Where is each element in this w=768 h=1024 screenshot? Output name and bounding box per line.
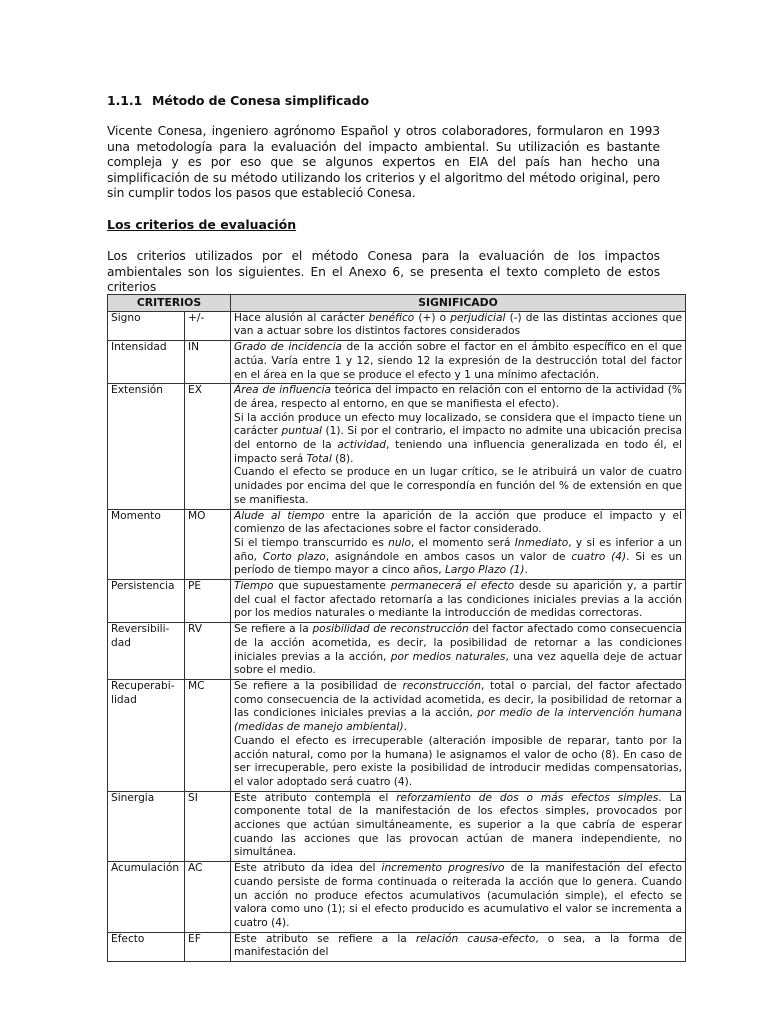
criterion-description: [231, 580, 686, 623]
criterion-name: Signo: [108, 311, 185, 340]
table-row: [108, 509, 686, 580]
criterion-description: [231, 862, 686, 933]
table-row: [108, 384, 686, 509]
criteria-subheading: Los criterios de evaluación: [107, 217, 297, 232]
description-paragraph: Alude al tiempo entre la aparición de la acción que produce el impacto y el comienzo de las afectaciones sobre el factor considerado.: [234, 509, 682, 536]
description-paragraph: Se refiere a la posibilidad de reconstrucción, total o parcial, del factor afectado como consecuencia de la actividad acometida, es decir, la posibilidad de retornar a las condiciones iniciales previas a la acción, por medio de la intervención humana (medidas de manejo ambiental).: [234, 679, 682, 734]
criterion-code: SI: [185, 791, 231, 862]
section-heading: [107, 93, 369, 108]
description-paragraph: Hace alusión al carácter benéfico (+) o perjudicial (-) de las distintas acciones que van a actuar sobre los distintos factores considerados: [234, 311, 682, 338]
criterion-code: IN: [185, 341, 231, 384]
criterion-code: MO: [185, 509, 231, 580]
description-paragraph: Tiempo que supuestamente permanecerá el efecto desde su aparición y, a partir del cual el factor afectado retornaría a las condiciones iniciales previas a la acción por los medios naturales o mediante la introducción de medidas correctoras.: [234, 580, 682, 620]
criterion-code: +/-: [185, 311, 231, 340]
description-paragraph: Este atributo se refiere a la relación causa-efecto, o sea, a la forma de manifestación del: [234, 932, 682, 959]
criterion-description: [231, 623, 686, 680]
criterion-name: Acumulación: [108, 862, 185, 933]
table-header-row: [108, 295, 686, 312]
criteria-table: [107, 294, 686, 962]
criterion-name: Extensión: [108, 384, 185, 509]
criterion-code: AC: [185, 862, 231, 933]
criterion-description: [231, 341, 686, 384]
criterion-name: Reversibili-dad: [108, 623, 185, 680]
criteria-intro-paragraph: Los criterios utilizados por el método Conesa para la evaluación de los impactos ambientales son los siguientes. En el Anexo 6, se presenta el texto completo de estos criterios: [107, 249, 660, 295]
table-row: [108, 580, 686, 623]
criterion-description: [231, 791, 686, 862]
description-paragraph: Este atributo da idea del incremento progresivo de la manifestación del efecto cuando persiste de forma continuada o reiterada la acción que lo genera. Cuando un acción no produce efectos acumulativos (acumulación simple), el efecto se valora como uno (1); si el efecto producido es acumulativo el valor se incrementa a cuatro (4).: [234, 862, 682, 929]
header-significado: SIGNIFICADO: [231, 295, 686, 312]
table-row: [108, 791, 686, 862]
section-title: Método de Conesa simplificado: [152, 93, 369, 108]
criterion-name: Efecto: [108, 932, 185, 961]
criterion-name: Sinergia: [108, 791, 185, 862]
description-paragraph: Si la acción produce un efecto muy localizado, se considera que el impacto tiene un carácter puntual (1). Si por el contrario, el impacto no admite una ubicación precisa del entorno de la actividad, teniendo una influencia generalizada en todo él, el impacto será Total (8).: [234, 411, 682, 465]
table-row: [108, 679, 686, 791]
description-paragraph: Este atributo contempla el reforzamiento de dos o más efectos simples. La componente total de la manifestación de los efectos simples, provocados por acciones que actúan simultáneamente, es superior a la que cabría de esperar cuando las acciones que las provocan actúan de manera independiente, no simultánea.: [234, 791, 682, 859]
header-criterios: CRITERIOS: [108, 295, 231, 312]
table-row: [108, 341, 686, 384]
intro-paragraph: Vicente Conesa, ingeniero agrónomo Español y otros colaboradores, formularon en 1993 una metodología para la evaluación del impacto ambiental. Su utilización es bastante compleja y es por eso que se algunos expertos en EIA del país han hecho una simplificación de su método utilizando los criterios y el algoritmo del método original, pero sin cumplir todos los pasos que estableció Conesa.: [107, 124, 660, 201]
criterion-description: [231, 509, 686, 580]
criterion-code: RV: [185, 623, 231, 680]
table-row: [108, 311, 686, 340]
criterion-description: [231, 311, 686, 340]
section-number: 1.1.1: [107, 93, 143, 108]
description-paragraph: Se refiere a la posibilidad de reconstrucción del factor afectado como consecuencia de la acción acometida, es decir, la posibilidad de retornar a las condiciones iniciales previas a la acción, por medios naturales, una vez aquella deje de actuar sobre el medio.: [234, 623, 682, 677]
criterion-name: Intensidad: [108, 341, 185, 384]
description-paragraph: Área de influencia teórica del impacto en relación con el entorno de la actividad (% de área, respecto al entorno, en que se manifiesta el efecto).: [234, 384, 683, 410]
criterion-code: EX: [185, 384, 231, 509]
criterion-code: PE: [185, 580, 231, 623]
criteria-table-body: [108, 311, 686, 961]
criterion-name: Momento: [108, 509, 185, 580]
table-row: [108, 623, 686, 680]
criterion-code: MC: [185, 679, 231, 791]
table-row: [108, 932, 686, 961]
criterion-code: EF: [185, 932, 231, 961]
description-paragraph: Si el tiempo transcurrido es nulo, el momento será Inmediato, y si es inferior a un año, Corto plazo, asignándole en ambos casos un valor de cuatro (4). Si es un período de tiempo mayor a cinco años, Largo Plazo (1).: [234, 536, 682, 577]
description-paragraph: Cuando el efecto es irrecuperable (alteración imposible de reparar, tanto por la acción natural, como por la humana) le asignamos el valor de ocho (8). En caso de ser irrecuperable, pero existe la posibilidad de introducir medidas compensatorias, el valor adoptado será cuatro (4).: [234, 734, 682, 788]
description-paragraph: Grado de incidencia de la acción sobre el factor en el ámbito específico en el que actúa. Varía entre 1 y 12, siendo 12 la expresión de la destrucción total del factor en el área en la que se produce el efecto y 1 una mínimo afectación.: [234, 341, 682, 381]
table-row: [108, 862, 686, 933]
description-paragraph: Cuando el efecto se produce en un lugar crítico, se le atribuirá un valor de cuatro unidades por encima del que le correspondía en función del % de extensión en que se manifiesta.: [234, 466, 682, 506]
criterion-name: Persistencia: [108, 580, 185, 623]
criterion-name: Recuperabi-lidad: [108, 679, 185, 791]
criterion-description: [231, 384, 686, 509]
criterion-description: [231, 932, 686, 961]
criterion-description: [231, 679, 686, 791]
